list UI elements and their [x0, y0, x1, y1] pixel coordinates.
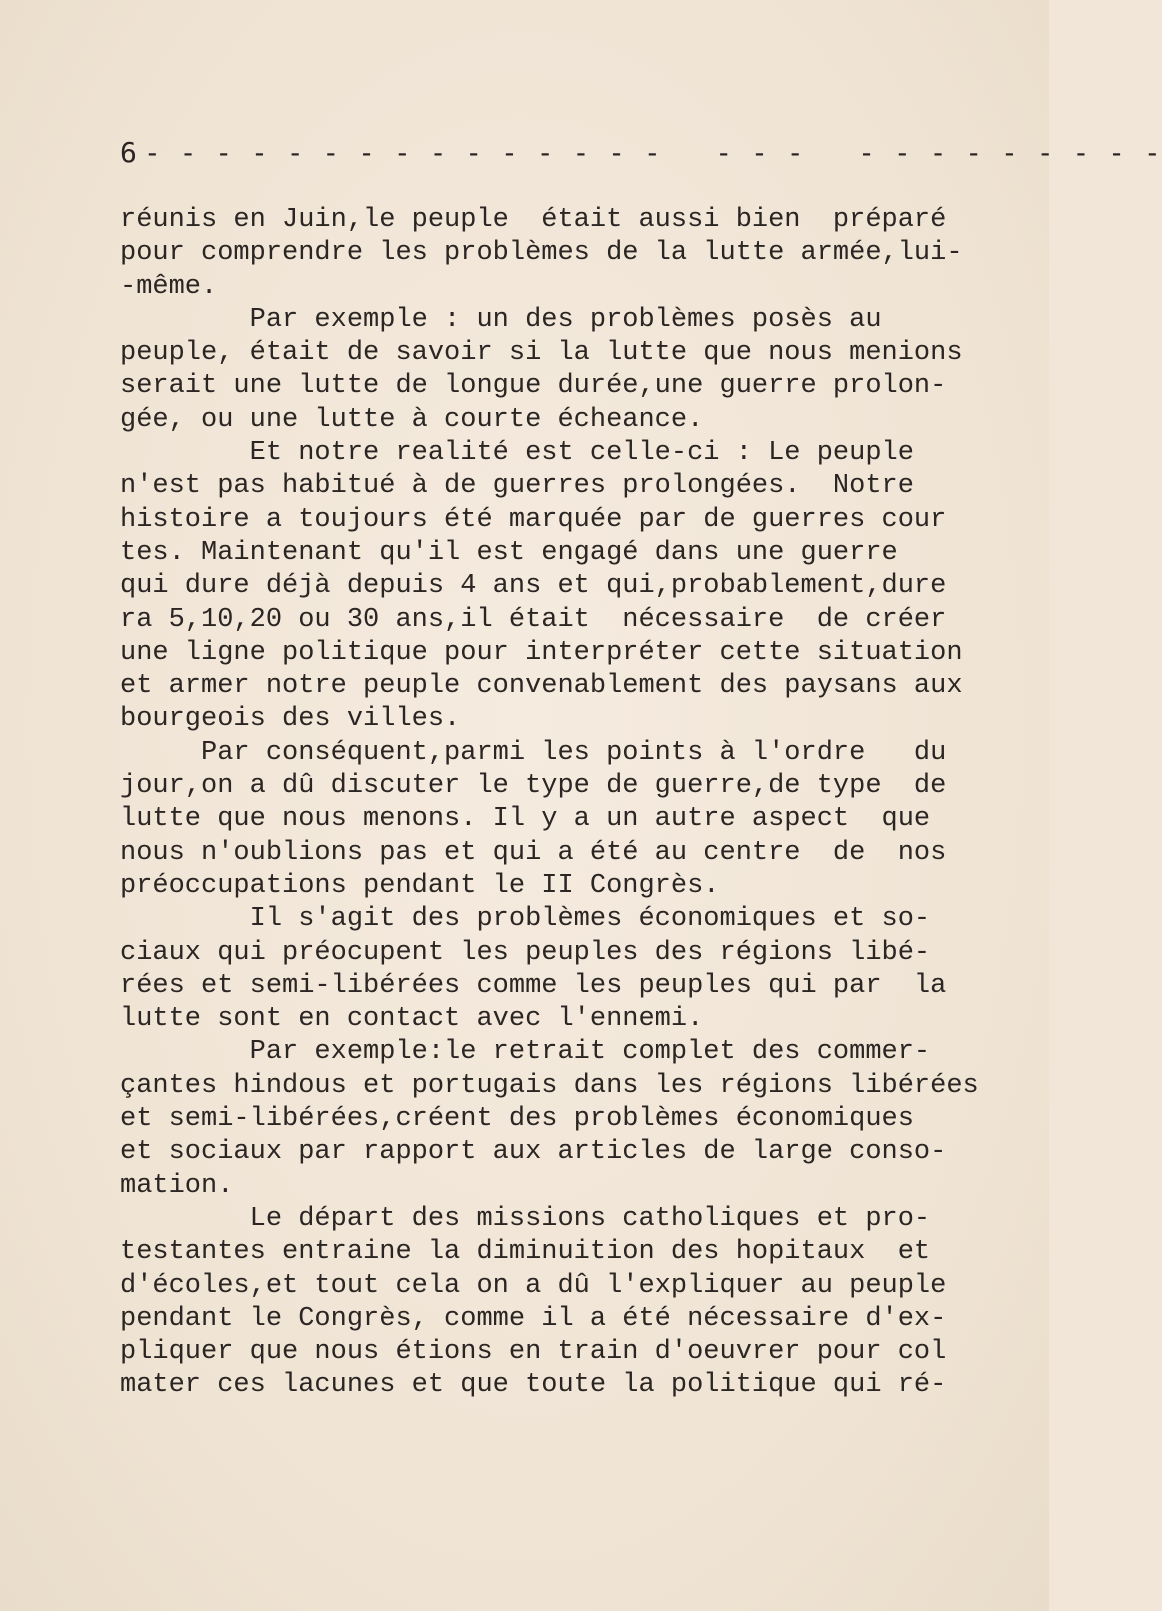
text-line: Par exemple : un des problèmes posès au	[120, 304, 882, 335]
text-line: histoire a toujours été marquée par de guerres cour	[120, 504, 947, 535]
text-line: lutte sont en contact avec l'ennemi.	[120, 1004, 704, 1035]
text-line: ra 5,10,20 ou 30 ans,il était nécessaire de créer	[120, 604, 947, 635]
text-line: rées et semi-libérées comme les peuples qui par la	[120, 970, 947, 1001]
page-header	[120, 136, 1162, 169]
text-line: peuple, était de savoir si la lutte que nous menions	[120, 338, 963, 369]
text-line: -même.	[120, 271, 218, 302]
text-line: testantes entraine la diminuition des hopitaux et	[120, 1237, 931, 1268]
text-line: préoccupations pendant le II Congrès.	[120, 870, 720, 901]
text-line: et semi-libérées,créent des problèmes économiques	[120, 1104, 914, 1135]
text-line: Et notre realité est celle-ci : Le peuple	[120, 438, 914, 469]
text-line: pliquer que nous étions en train d'oeuvrer pour col	[120, 1337, 947, 1368]
text-line: et sociaux par rapport aux articles de large conso-	[120, 1137, 947, 1168]
text-line: mater ces lacunes et que toute la politique qui ré-	[120, 1370, 947, 1401]
text-line: Il s'agit des problèmes économiques et so-	[120, 904, 931, 935]
text-line: et armer notre peuple convenablement des paysans aux	[120, 671, 963, 702]
text-line: nous n'oublions pas et qui a été au centre de nos	[120, 837, 947, 868]
text-line: Par exemple:le retrait complet des commer-	[120, 1037, 931, 1068]
text-line: pour comprendre les problèmes de la lutte armée,lui-	[120, 238, 963, 269]
page-number: 6	[120, 136, 138, 169]
text-line: mation.	[120, 1170, 234, 1201]
text-line: jour,on a dû discuter le type de guerre,de type de	[120, 771, 947, 802]
text-line: d'écoles,et tout cela on a dû l'expliquer au peuple	[120, 1270, 947, 1301]
text-line: lutte que nous menons. Il y a un autre aspect que	[120, 804, 931, 835]
text-line: réunis en Juin,le peuple était aussi bien préparé	[120, 205, 947, 235]
text-line: qui dure déjà depuis 4 ans et qui,probablement,dure	[120, 571, 947, 602]
text-line: n'est pas habitué à de guerres prolongées. Notre	[120, 471, 914, 502]
text-line: tes. Maintenant qu'il est engagé dans une guerre	[120, 537, 898, 568]
text-line: bourgeois des villes.	[120, 704, 461, 735]
text-line: serait une lutte de longue durée,une guerre prolon-	[120, 371, 947, 402]
text-line: Par conséquent,parmi les points à l'ordre du	[120, 737, 947, 768]
text-line: une ligne politique pour interpréter cette situation	[120, 637, 963, 668]
text-line: çantes hindous et portugais dans les régions libérées	[120, 1070, 979, 1101]
header-dash-rule: - - - - - - - - - - - - - - - - - - - - - - - - - - -	[143, 136, 1162, 169]
text-line: gée, ou une lutte à courte écheance.	[120, 404, 704, 435]
text-line: pendant le Congrès, comme il a été nécessaire d'ex-	[120, 1303, 947, 1334]
text-line: ciaux qui préocupent les peuples des régions libé-	[120, 937, 931, 968]
body-text	[120, 204, 979, 1403]
text-line: Le départ des missions catholiques et pro-	[120, 1203, 931, 1234]
